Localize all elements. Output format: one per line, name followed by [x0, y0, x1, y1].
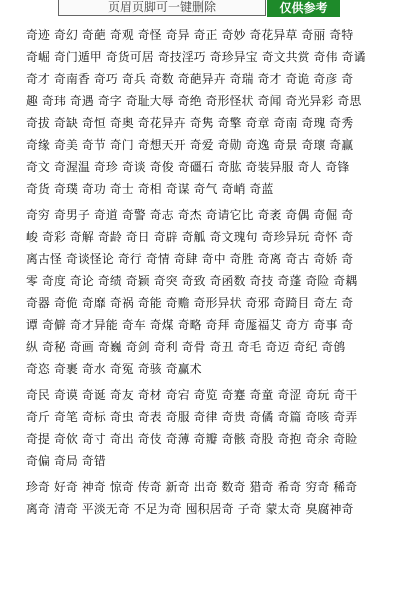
text-line: 奇民 奇谟 奇诞 奇友 奇材 奇宕 奇览 奇蹇 奇童 奇涩 奇玩 奇干 — [26, 388, 358, 402]
text-line: 珍奇 好奇 神奇 惊奇 传奇 新奇 出奇 数奇 猎奇 希奇 穷奇 稀奇 — [26, 480, 358, 494]
text-line: 奇缘 奇美 奇节 奇门 奇想天开 奇爱 奇勋 奇逸 奇景 奇瓌 奇赢 — [26, 138, 354, 152]
text-line: 奇才 奇南香 奇巧 奇兵 奇数 奇葩异卉 奇瑞 奇才 奇诡 奇彦 奇 — [26, 72, 354, 86]
text-line: 纵 奇秘 奇画 奇巍 奇剑 奇利 奇骨 奇丑 奇毛 奇迈 奇纪 奇鸧 — [26, 340, 346, 354]
text-line: 奇提 奇佽 奇寸 奇出 奇伎 奇薄 奇瓣 奇骸 奇股 奇抱 奇余 奇睑 — [26, 432, 358, 446]
text-line: 奇拔 奇缺 奇恒 奇奥 奇花异卉 奇隽 奇擎 奇章 奇南 奇瑰 奇秀 — [26, 116, 354, 130]
paragraph — [26, 384, 384, 472]
text-line: 奇崛 奇门遁甲 奇货可居 奇技淫巧 奇珍异宝 奇文共赏 奇伟 奇谲 — [26, 50, 366, 64]
text-line: 奇文 奇渥温 奇珍 奇谈 奇俊 奇礓石 奇肱 奇装异服 奇人 奇锋 — [26, 160, 350, 174]
text-line: 离古怪 奇谈怪论 奇行 奇情 奇肆 奇中 奇胜 奇离 奇古 奇娇 奇 — [26, 252, 354, 266]
text-line: 奇偏 奇局 奇错 — [26, 454, 106, 468]
text-line: 峻 奇彩 奇解 奇龄 奇日 奇辟 奇觚 奇文瑰句 奇珍异玩 奇怀 奇 — [26, 230, 354, 244]
text-line: 奇斤 奇笔 奇标 奇虫 奇表 奇服 奇律 奇贵 奇僪 奇篇 奇咳 奇弄 — [26, 410, 358, 424]
text-line: 趣 奇玮 奇遇 奇字 奇耻大辱 奇绝 奇形怪状 奇闻 奇光异彩 奇思 — [26, 94, 362, 108]
paragraph — [26, 476, 384, 520]
text-line: 零 奇度 奇论 奇绩 奇颖 奇突 奇致 奇函数 奇技 奇蓬 奇险 奇耦 — [26, 274, 358, 288]
text-line: 奇恣 奇裹 奇水 奇冤 奇骇 奇赢术 — [26, 362, 202, 376]
paragraph — [26, 204, 384, 380]
text-line: 离奇 清奇 平淡无奇 不足为奇 囤积居奇 子奇 蒙太奇 臭腐神奇 — [26, 502, 354, 516]
text-line: 谭 奇僻 奇才异能 奇车 奇煤 奇略 奇拜 奇厖福艾 奇方 奇事 奇 — [26, 318, 354, 332]
text-line: 奇货 奇璞 奇功 奇士 奇相 奇谋 奇气 奇峭 奇蓝 — [26, 182, 274, 196]
header-note: 页眉页脚可一键删除 — [58, 0, 266, 16]
reference-badge: 仅供参考 — [267, 0, 340, 17]
text-line: 奇穷 奇男子 奇道 奇警 奇志 奇杰 奇请它比 奇袤 奇偶 奇倔 奇 — [26, 208, 354, 222]
text-line: 奇器 奇佹 奇靡 奇祸 奇能 奇赡 奇形异状 奇邪 奇踦目 奇左 奇 — [26, 296, 354, 310]
header-banner — [58, 0, 340, 17]
word-list — [26, 24, 384, 520]
text-line: 奇迹 奇幻 奇葩 奇观 奇怪 奇异 奇正 奇妙 奇花异草 奇丽 奇特 — [26, 28, 354, 42]
paragraph — [26, 24, 384, 200]
